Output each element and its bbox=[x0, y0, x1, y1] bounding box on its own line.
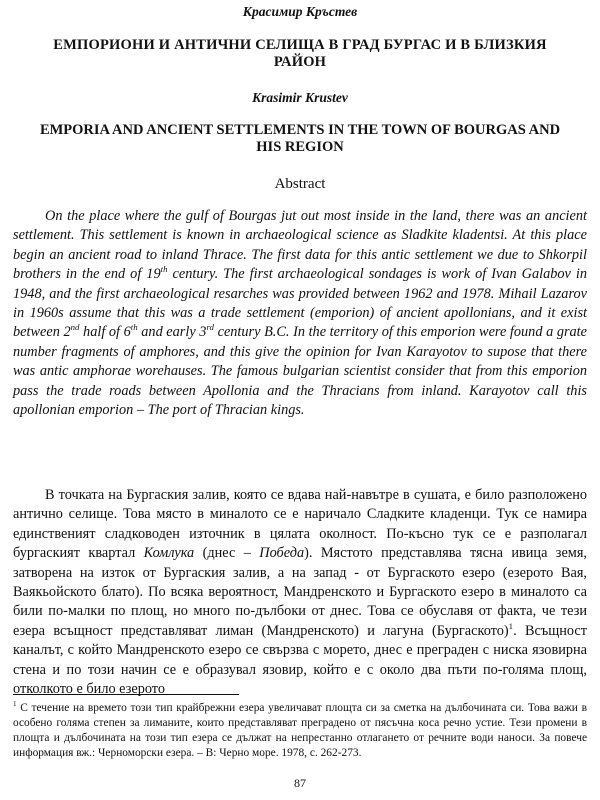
footnote-divider bbox=[13, 694, 239, 695]
body-text-4: . Всъщност каналът, с който Мандренското езеро се свързва с морето, днес е преграден с ниска язовирна стена и по този начин се е образувал язовир, който е с около два пъти по-голяма площ, отколкото е било езерото bbox=[13, 622, 587, 698]
body-text-3: ). Мястото представлява тясна ивица земя, затворена на изток от Бургаския залив, а на запад - от Бургаското езеро (езерото Вая, Ваякьойското блато). По всяка вероятност, Мандренското и Бургаското езеро в миналото са били по-малки по площ, но много по-дълбоки от днес. Това се обуславя от факта, че тези езера всъщност представляват лиман (Мандренското) и лагуна (Бургаското) bbox=[13, 545, 587, 639]
body-text-2: (днес – bbox=[194, 545, 260, 562]
abstract-text-2: century. The first archaeological sondages is work of Ivan Galabov in 1948, and the first archaeological resarches was provided between 1962 and 1978. Mihail Lazarov in 1960s assume that this was a trade settlement (emporion) of ancient apollonians, and it exist between 2 bbox=[13, 266, 587, 341]
body-italic-pobeda: Победа bbox=[259, 545, 305, 562]
footnote-reference: 1 bbox=[508, 621, 514, 632]
paper-title-english: EMPORIA AND ANCIENT SETTLEMENTS IN THE TOWN OF BOURGAS AND HIS REGION bbox=[39, 122, 561, 155]
body-text-1: В точката на Бургаския залив, която се вдава най-навътре в сушата, е било разположено антично селище. Това място в миналото се е наричало Сладките кладенци. Тук се намира единственият сладководен източник в цялата околност. По-късно тук се е разполагал бургаският квартал bbox=[13, 487, 587, 562]
superscript-th: th bbox=[160, 264, 168, 275]
page-number: 87 bbox=[294, 776, 306, 790]
abstract-text-4: and early 3 bbox=[137, 324, 207, 341]
paper-title-bulgarian: ЕМПОРИОНИ И АНТИЧНИ СЕЛИЩА В ГРАД БУРГАС И В БЛИЗКИЯ РАЙОН bbox=[53, 37, 547, 70]
body-paragraph bbox=[13, 486, 587, 699]
author-name-english: Krasimir Krustev bbox=[252, 90, 348, 105]
author-name-bulgarian: Красимир Кръстев bbox=[242, 4, 358, 19]
abstract-text-1: On the place where the gulf of Bourgas jut out most inside in the land, there was an ancient settlement. This settlement is known in archaeological science as Sladkite kladentsi. At this place begin an ancient road to inland Thrace. The first data for this antic settlement we due to Shkorpil brothers in the end of 19 bbox=[13, 208, 587, 283]
superscript-th: th bbox=[130, 322, 138, 333]
abstract-text-5: century B.C. In the territory of this emporion were found a grate number fragments of amphores, and this give the opinion for Ivan Karayotov to supose that there was antic amphorae worehauses. The famous bulgarian scientist consider that from this emporion pass the trade roads between Apollonia and the Thracians from inland. Karayotov call this apollonian emporion – The port of Thracian kings. bbox=[13, 324, 587, 419]
footnote-text: С течение на времето този тип крайбрежни езера увеличават площта си за сметка на дълбочината си. Това важи в особено голяма степен за лиманите, които представляват преградено от пясъчна коса речно устие. Тези промени в площта и дълбочината на този тип езера се дължат на непрестанно отлагането от речните води наноси. За повече информация вж.: Черноморски езера. – В: Черно море. 1978, с. 262-273. bbox=[13, 702, 587, 759]
footnote-marker: 1 bbox=[13, 700, 17, 709]
body-italic-komluka: Комлука bbox=[143, 545, 195, 562]
abstract-paragraph bbox=[13, 207, 587, 420]
superscript-rd: rd bbox=[206, 322, 214, 333]
abstract-text-3: half of 6 bbox=[79, 324, 131, 341]
abstract-heading: Abstract bbox=[274, 176, 326, 192]
superscript-nd: nd bbox=[70, 322, 80, 333]
footnote bbox=[13, 701, 587, 761]
